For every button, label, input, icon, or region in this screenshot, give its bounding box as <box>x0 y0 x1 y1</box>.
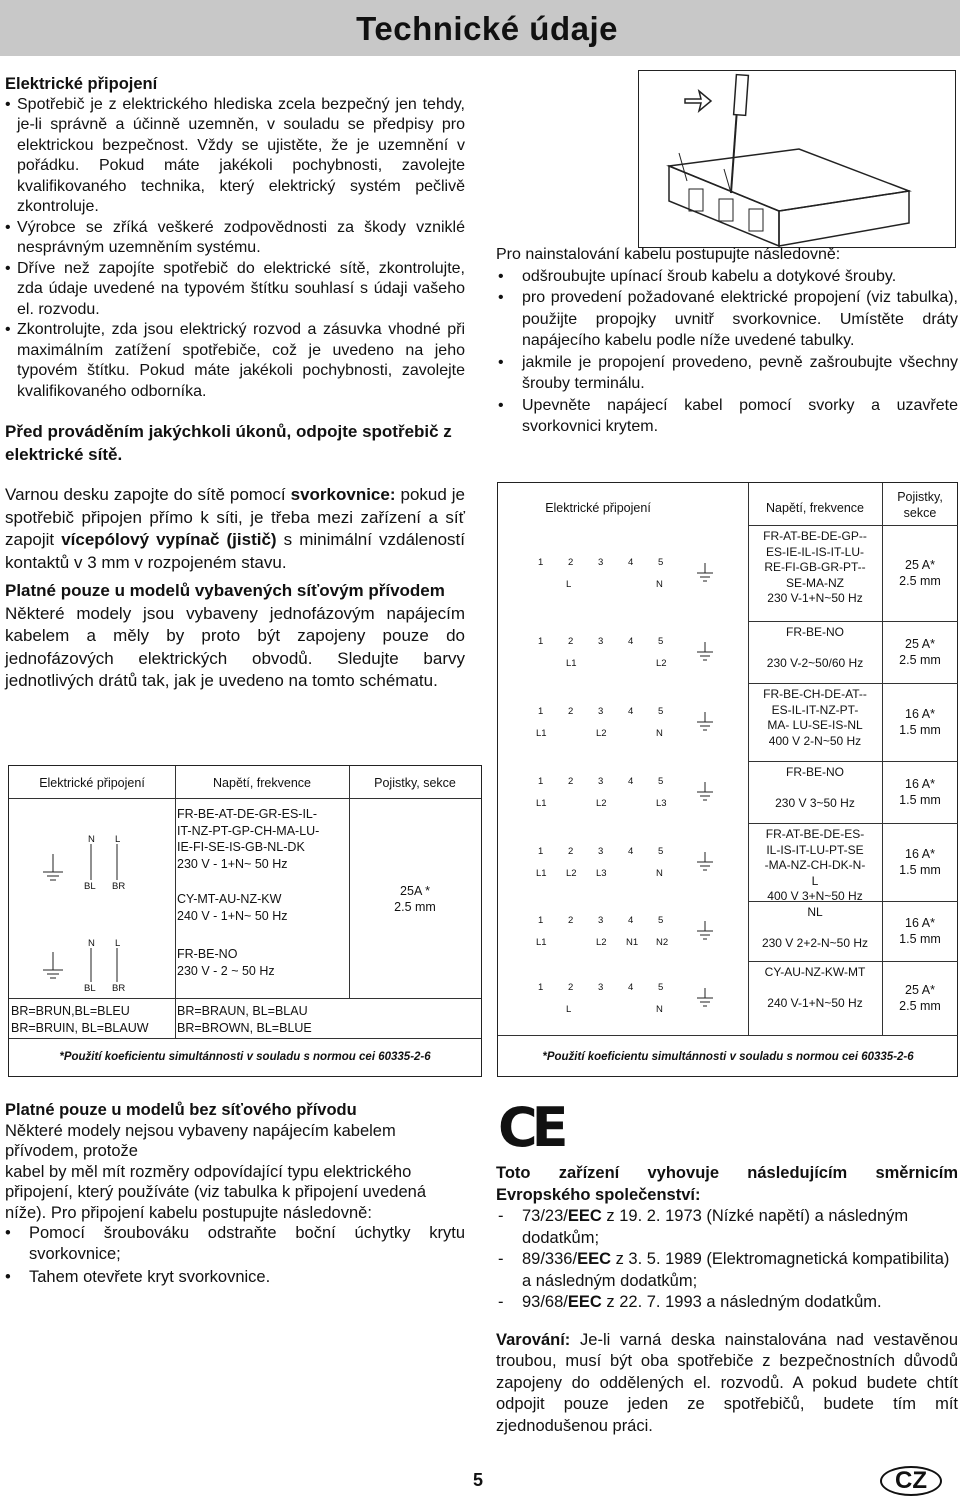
tr-pin-number: 5 <box>658 846 664 857</box>
ce-mark: CE <box>498 1096 563 1159</box>
tr-fuse-cell: 16 A* 1.5 mm <box>899 916 941 946</box>
terminal-box-illustration <box>638 70 956 248</box>
tl-header-connection: Elektrické připojení <box>39 776 145 790</box>
tr-pin-number: 3 <box>598 557 604 568</box>
ground-icon <box>696 988 714 1008</box>
oven-warning: Varování: Je-li varná deska nainstalována nad vestavěnou troubou, musí být oba spotřebiče z bezpečnostních důvodů zapojeny do oddělených el. rozvodů. A pokud budete chtít odpojit pouze jeden ze spotřebičů, budete tím mít zjednodušenou práci. <box>496 1330 958 1435</box>
bullet-check-socket: • Zkontrolujte, zda jsou elektrický rozvod a zásuvka vhodné při maximálním zatížení spotřebiče, což je uvedeno na jeho typovém štítku. Pokud máte jakékoli pochybnosti, zavolejte kvalifikovaného odborníka. <box>5 320 465 402</box>
tr-pin-number: 1 <box>538 636 544 647</box>
tl-fuse: 25A * 2.5 mm <box>394 884 436 914</box>
tr-pin-label: L1 <box>536 868 547 879</box>
directive-1: - 73/23/EEC z 19. 2. 1973 (Nízké napětí) a následným dodatkům; <box>496 1206 958 1249</box>
tr-pin-label: N <box>656 579 663 590</box>
tr-fuse-cell: 16 A* 1.5 mm <box>899 777 941 807</box>
tl-legend-de-en: BR=BRAUN, BL=BLAU BR=BROWN, BL=BLUE <box>177 1004 312 1035</box>
tr-pin-label: L1 <box>536 728 547 739</box>
tr-pin-label: L1 <box>536 798 547 809</box>
ground-icon <box>696 712 714 732</box>
ground-icon <box>696 852 714 872</box>
bottom-left-text <box>5 1100 465 1288</box>
tl-wire-bl-1: BL <box>84 881 96 892</box>
no-cable-line-1: Některé modely nejsou vybaveny napájecím kabelem přívodem, protože <box>5 1121 396 1160</box>
tr-pin-label: L <box>566 1004 572 1015</box>
tl-wire-n-1: N <box>88 834 95 845</box>
para1-d: vícepólový vypínač (jistič) <box>61 530 277 549</box>
no-cable-step-2: • Tahem otevřete kryt svorkovnice. <box>5 1267 465 1288</box>
tr-pin-number: 5 <box>658 982 664 993</box>
tr-pin-number: 3 <box>598 706 604 717</box>
tr-pin-label: L2 <box>596 798 607 809</box>
screwdriver-terminal-drawing <box>639 71 955 247</box>
tr-pin-number: 2 <box>568 915 574 926</box>
install-step-1: • odšroubujte upínací šroub kabelu a dotykové šrouby. <box>496 266 958 288</box>
tl-legend-fr-nl: BR=BRUN,BL=BLEU BR=BRUIN, BL=BLAUW <box>11 1004 149 1035</box>
tr-fuse-cell: 25 A* 2.5 mm <box>899 983 941 1013</box>
tl-voltage-row1b: CY-MT-AU-NZ-KW 240 V - 1+N~ 50 Hz <box>177 892 288 923</box>
tr-pin-number: 3 <box>598 915 604 926</box>
tr-pin-label: L2 <box>656 658 667 669</box>
paragraph-terminal <box>5 484 465 574</box>
tr-pin-number: 4 <box>628 982 634 993</box>
ground-icon <box>696 642 714 662</box>
tr-header-fuse: Pojistky, sekce <box>897 490 943 520</box>
tr-note: *Použití koeficientu simultánnosti v souladu s normou cei 60335-2-6 <box>542 1051 914 1063</box>
tl-note: *Použití koeficientu simultánnosti v souladu s normou cei 60335-2-6 <box>59 1051 431 1063</box>
tr-pin-number: 5 <box>658 557 664 568</box>
install-intro: Pro nainstalování kabelu postupujte následovně: <box>496 246 841 263</box>
tr-pin-label: N <box>656 868 663 879</box>
directive-2: - 89/336/EEC z 3. 5. 1989 (Elektromagnetická kompatibilita) a následným dodatkům; <box>496 1249 958 1292</box>
tl-wire-n-2: N <box>88 938 95 949</box>
para2-body: Některé modely jsou vybaveny jednofázovým napájecím kabelem a měly by proto být zapojeny pouze do jednofázových elektrických obvodů. Sledujte barvy jednotlivých drátů tak, jak je uvedeno na tomto schématu. <box>5 603 465 690</box>
right-install-text <box>496 244 958 438</box>
warning-disconnect: Před prováděním jakýchkoli úkonů, odpojte spotřebič z elektrické sítě. <box>5 422 452 464</box>
para1-c: pokud je spotřebič připojen přímo k síti, je třeba mezi zařízení a síť zapojit <box>5 485 466 549</box>
install-step-2: • pro provedení požadované elektrické propojení (viz tabulka), použijte propojky uvnitř svorkovnice. Umístěte dráty napájecího kabelu podle níže uvedené tabulky. <box>496 287 958 352</box>
tr-pin-number: 4 <box>628 636 634 647</box>
tr-pin-number: 1 <box>538 706 544 717</box>
wiring-table-right <box>497 482 958 1077</box>
tr-pin-number: 5 <box>658 636 664 647</box>
tr-header-voltage: Napětí, frekvence <box>766 501 864 515</box>
tr-fuse-cell: 25 A* 2.5 mm <box>899 558 941 588</box>
directive-3: - 93/68/EEC z 22. 7. 1993 a následným dodatkům. <box>496 1292 958 1314</box>
directives-head: Toto zařízení vyhovuje následujícím směrnicím Evropského společenství: <box>496 1164 958 1204</box>
tr-voltage-cell: NL 230 V 2+2-N~50 Hz <box>761 905 869 950</box>
left-column <box>5 74 465 693</box>
bullet-liability: • Výrobce se zříká veškeré zodpovědnosti za škody vzniklé nesprávným uzemněním systému. <box>5 218 465 259</box>
tr-pin-number: 4 <box>628 557 634 568</box>
tl-wire-l-2: L <box>115 938 121 949</box>
tr-pin-number: 5 <box>658 706 664 717</box>
tl-voltage-row2: FR-BE-NO 230 V - 2 ~ 50 Hz <box>177 947 275 978</box>
tl-wire-br-2: BR <box>112 983 126 994</box>
tr-pin-label: N1 <box>626 937 639 948</box>
tr-voltage-cell: CY-AU-NZ-KW-MT 240 V-1+N~50 Hz <box>764 965 866 1010</box>
tr-pin-label: L <box>566 579 572 590</box>
tr-pin-number: 2 <box>568 706 574 717</box>
tl-header-voltage: Napětí, frekvence <box>213 776 311 790</box>
page-title: Technické údaje <box>356 10 618 47</box>
tr-pin-label: L2 <box>596 728 607 739</box>
tl-wire-bl-2: BL <box>84 983 96 994</box>
tr-pin-number: 1 <box>538 915 544 926</box>
tr-pin-number: 2 <box>568 636 574 647</box>
para1-b: svorkovnice: <box>290 485 396 504</box>
tr-pin-number: 3 <box>598 982 604 993</box>
tr-fuse-cell: 16 A* 1.5 mm <box>899 847 941 877</box>
tr-fuse-cell: 16 A* 1.5 mm <box>899 707 941 737</box>
ground-icon <box>696 563 714 583</box>
tr-pin-number: 1 <box>538 557 544 568</box>
section-title-electrical: Elektrické připojení <box>5 75 158 93</box>
tr-pin-number: 1 <box>538 846 544 857</box>
tr-pin-label: N <box>656 728 663 739</box>
tr-pin-number: 2 <box>568 982 574 993</box>
tr-pin-label: L1 <box>566 658 577 669</box>
tr-voltage-cell: FR-BE-NO 230 V-2~50/60 Hz <box>766 625 864 670</box>
tr-pin-number: 5 <box>658 915 664 926</box>
language-badge: CZ <box>880 1466 942 1496</box>
tr-pin-number: 4 <box>628 846 634 857</box>
tl-wire-l-1: L <box>115 834 121 845</box>
bottom-right-text <box>496 1163 958 1437</box>
tr-voltage-cell: FR-BE-NO 230 V 3~50 Hz <box>775 765 855 810</box>
tr-pin-label: L3 <box>596 868 607 879</box>
tr-pin-number: 5 <box>658 776 664 787</box>
paragraph-cable-models <box>5 580 465 693</box>
tr-pin-number: 2 <box>568 776 574 787</box>
tr-header-connection: Elektrické připojení <box>545 501 651 515</box>
page-number: 5 <box>473 1470 484 1490</box>
tr-pin-label: L2 <box>596 937 607 948</box>
install-step-3: • jakmile je propojení provedeno, pevně zašroubujte všechny šrouby terminálu. <box>496 352 958 395</box>
tr-pin-number: 4 <box>628 915 634 926</box>
tr-pin-number: 4 <box>628 706 634 717</box>
tl-wire-br-1: BR <box>112 881 126 892</box>
tr-pin-number: 4 <box>628 776 634 787</box>
bullet-check-label: • Dříve než zapojíte spotřebič do elektrické sítě, zkontrolujte, zda údaje uvedené na typovém štítku souhlasí s údaji vašeho el. rozvodu. <box>5 259 465 321</box>
tr-pin-label: N2 <box>656 937 669 948</box>
para2-head: Platné pouze u modelů vybavených síťovým přívodem <box>5 581 445 600</box>
no-cable-head: Platné pouze u modelů bez síťového přívodu <box>5 1101 357 1119</box>
tr-pin-number: 3 <box>598 846 604 857</box>
ground-icon <box>696 782 714 802</box>
tr-pin-number: 1 <box>538 982 544 993</box>
tr-voltage-cell: FR-BE-CH-DE-AT-- ES-IL-IT-NZ-PT- MA- LU-SE-IS-NL 400 V 2-N~50 Hz <box>763 687 867 748</box>
tl-voltage-row1: FR-BE-AT-DE-GR-ES-IL- IT-NZ-PT-GP-CH-MA-LU- IE-FI-SE-IS-GB-NL-DK 230 V - 1+N~ 50 Hz <box>177 807 320 871</box>
no-cable-line-2: kabel by měl mít rozměry odpovídající typu elektrického připojení, který používáte (viz tabulka k připojení uvedená níže). Pro připojení kabelu postupujte následovně: <box>5 1162 426 1222</box>
tr-pin-number: 2 <box>568 557 574 568</box>
tr-voltage-cell: FR-AT-BE-DE-GP-- ES-IE-IL-IS-IT-LU- RE-FI-GB-GR-PT-- SE-MA-NZ 230 V-1+N~50 Hz <box>763 529 867 605</box>
wiring-table-left <box>8 765 482 1077</box>
tr-voltage-cell: FR-AT-BE-DE-ES- IL-IS-IT-LU-PT-SE -MA-NZ-CH-DK-N- L 400 V 3+N~50 Hz <box>764 827 866 903</box>
para1-e: s minimální vzdáleností kontaktů v 3 mm v rozpojeném stavu. <box>5 530 465 572</box>
tr-pin-number: 3 <box>598 776 604 787</box>
tr-pin-label: L2 <box>566 868 577 879</box>
tr-pin-number: 2 <box>568 846 574 857</box>
ground-icon <box>696 921 714 941</box>
tr-pin-number: 1 <box>538 776 544 787</box>
para1-a: Varnou desku zapojte do sítě pomocí <box>5 485 291 504</box>
bullet-grounding: • Spotřebič je z elektrického hlediska zcela bezpečný jen tehdy, je-li správně a účinně uzemněn, v souladu se předpisy pro elektrickou bezpečnost. Vždy se ujistěte, že je uzemnění v pořádku. Pokud máte jakékoli pochybnosti, zavolejte kvalifikovaného technika, který elektrický systém pečlivě zkontroluje. <box>5 95 465 218</box>
tl-header-fuse: Pojistky, sekce <box>374 776 456 790</box>
tr-pin-label: L1 <box>536 937 547 948</box>
tr-pin-label: N <box>656 1004 663 1015</box>
no-cable-step-1: • Pomocí šroubováku odstraňte boční úchytky krytu svorkovnice; <box>5 1223 465 1264</box>
tr-fuse-cell: 25 A* 2.5 mm <box>899 637 941 667</box>
tr-pin-number: 3 <box>598 636 604 647</box>
tr-pin-label: L3 <box>656 798 667 809</box>
install-step-4: • Upevněte napájecí kabel pomocí svorky a uzavřete svorkovnici krytem. <box>496 395 958 438</box>
